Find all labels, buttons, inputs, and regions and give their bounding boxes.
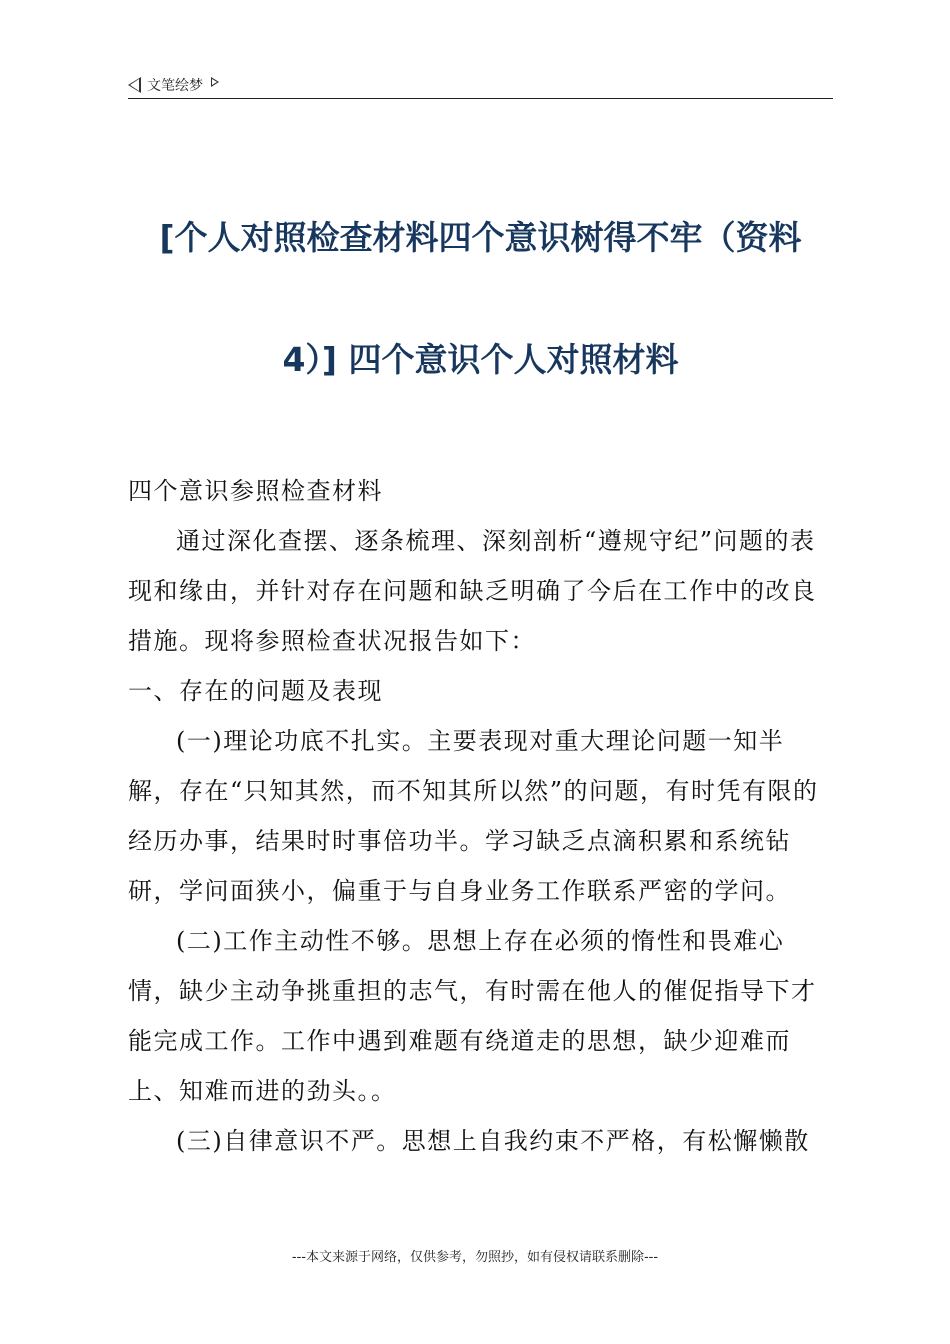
paragraph-item-2: (二)工作主动性不够。思想上存在必须的惰性和畏难心情，缺少主动争挑重担的志气，有时需在他人的催促指导下才能完成工作。工作中遇到难题有绕道走的思想，缺少迎难而上、知难而进的劲头。。 bbox=[128, 927, 817, 1105]
paragraph-item-3: (三)自律意识不严。思想上自我约束不严格，有松懈懒散 bbox=[176, 1127, 810, 1155]
document-title-line-2: 4）] 四个意识个人对照材料 bbox=[282, 340, 679, 379]
header-title: 文笔绘梦 bbox=[147, 78, 203, 94]
triangle-right-icon bbox=[211, 77, 219, 87]
section-heading: 四个意识参照检查材料 bbox=[128, 477, 383, 505]
document-body bbox=[128, 466, 833, 1166]
intro-paragraph: 通过深化查摆、逐条梳理、深刻剖析“遵规守纪”问题的表现和缘由，并针对存在问题和缺乏明确了今后在工作中的改良措施。现将参照检查状况报告如下： bbox=[128, 527, 817, 655]
triangle-left-icon bbox=[128, 77, 141, 93]
page-footer: ---本文来源于网络，仅供参考，勿照抄，如有侵权请联系删除--- bbox=[291, 1250, 659, 1265]
document-title-line-1: [个人对照检查材料四个意识树得不牢（资料 bbox=[159, 218, 802, 257]
page-header bbox=[128, 72, 833, 99]
paragraph-item-1: (一)理论功底不扎实。主要表现对重大理论问题一知半解，存在“只知其然，而不知其所以然”的问题，有时凭有限的经历办事，结果时时事倍功半。学习缺乏点滴积累和系统钻研，学问面狭小，偏重于与自身业务工作联系严密的学问。 bbox=[128, 727, 819, 905]
section-title: 一、存在的问题及表现 bbox=[128, 677, 383, 705]
